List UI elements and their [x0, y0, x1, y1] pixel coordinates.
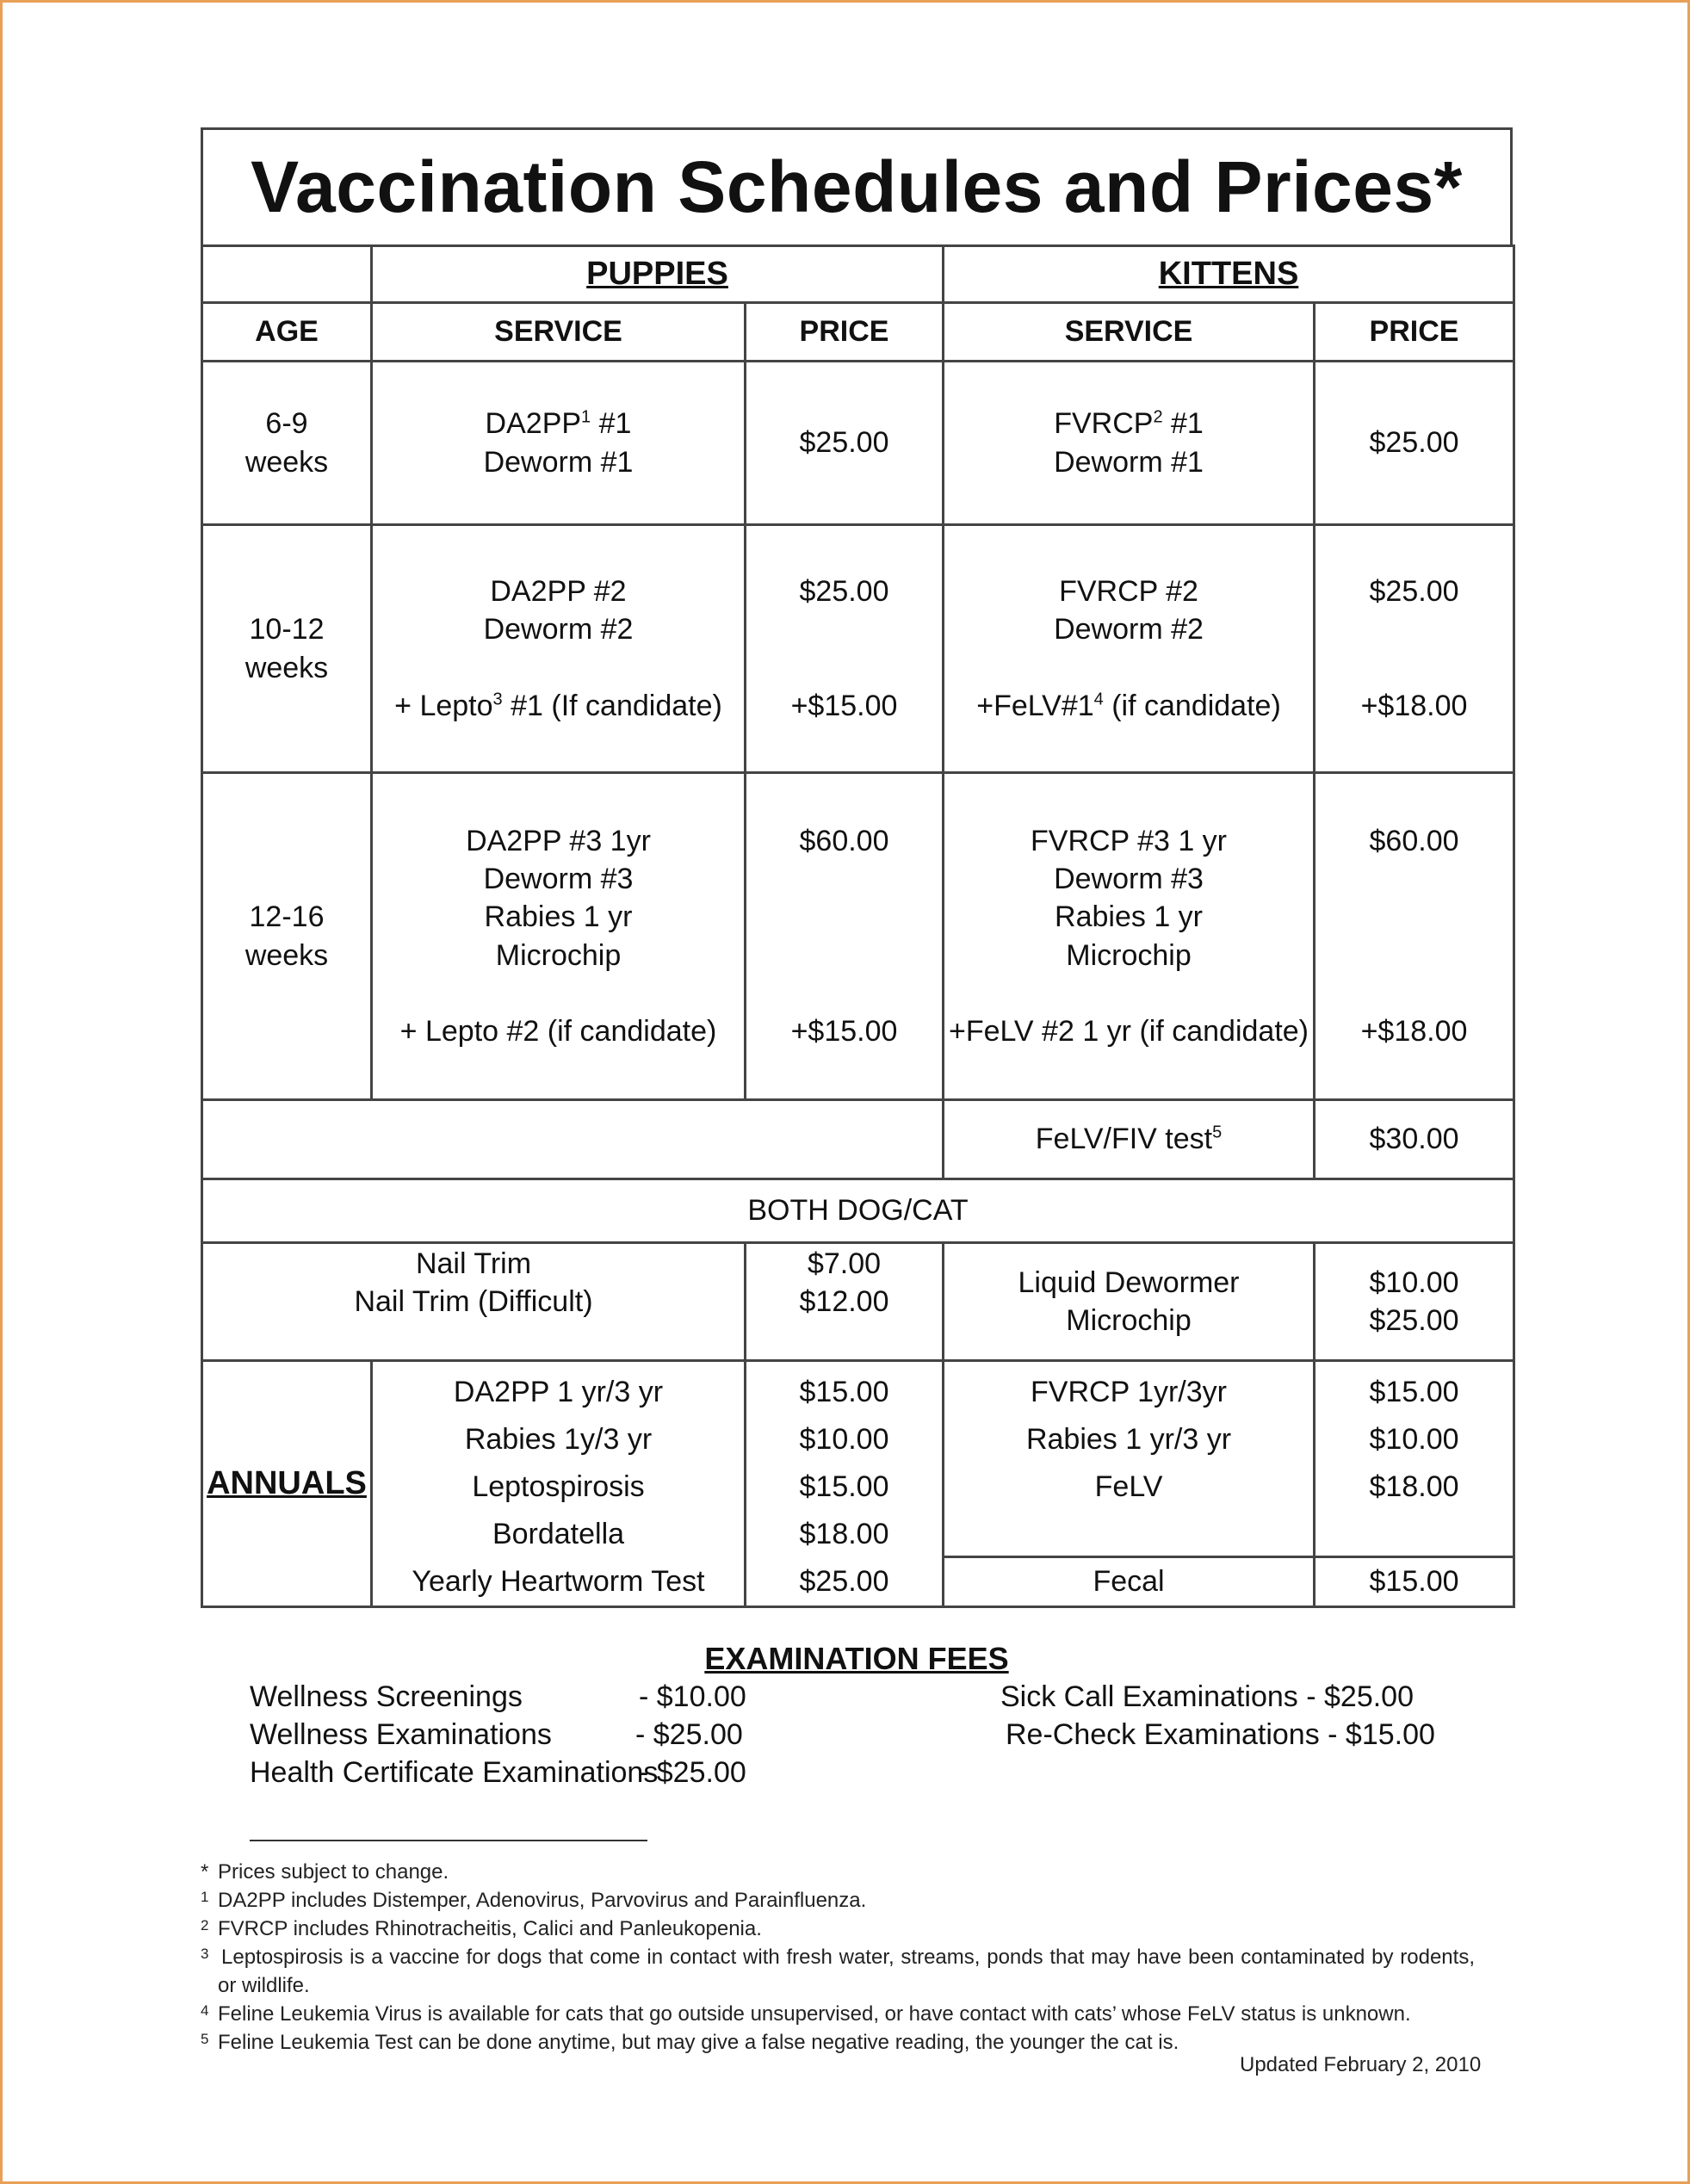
blank-cell [202, 1100, 944, 1179]
annuals-label: ANNUALS [202, 1361, 372, 1607]
schedule-table [201, 244, 1515, 1608]
kitten-service-header: SERVICE [944, 303, 1315, 362]
exam-price: - $25.00 [635, 1718, 743, 1751]
puppies-header: PUPPIES [372, 246, 944, 303]
footnote: * Prices subject to change. [201, 1860, 449, 1884]
both-right-items: Liquid Dewormer Microchip [944, 1243, 1315, 1361]
updated-date: Updated February 2, 2010 [1240, 2053, 1482, 2076]
kitten-price-cell: $25.00 [1315, 362, 1514, 525]
puppy-price-cell: $25.00 [746, 362, 944, 525]
fecal-label: Fecal [944, 1556, 1315, 1606]
footnote: 4 Feline Leukemia Virus is available for cats that go outside unsupervised, or have contact with cats’ whose FeLV status is unknown. [201, 2002, 1411, 2026]
puppy-service-cell: DA2PP #2 Deworm #2 + Lepto$^3$ #1 (If candidate) [372, 525, 746, 773]
table-row [202, 773, 1514, 1100]
kitten-service-cell: FVRCP #3 1 yr Deworm #3 Rabies 1 yr Microchip +FeLV #2 1 yr (if candidate) [944, 773, 1315, 1100]
both-right-prices: $10.00 $25.00 [1315, 1243, 1514, 1361]
age-cell: 6-9 weeks [202, 362, 372, 525]
kitten-service-cell: FVRCP #2 Deworm #2 $+FeLV\#1^4$ (if candidate) [944, 525, 1315, 773]
puppy-price-cell: $60.00 +$15.00 [746, 773, 944, 1100]
age-cell: 12-16 weeks [202, 773, 372, 1100]
exam-item: Re-Check Examinations - $15.00 [1006, 1718, 1435, 1751]
species-header-row [202, 246, 1514, 303]
schedule-sheet [201, 127, 1513, 1608]
annual-cat-items: FVRCP 1yr/3yr Rabies 1 yr/3 yr FeLV [944, 1361, 1315, 1557]
exam-item: Wellness Examinations [250, 1718, 552, 1751]
both-items-row [202, 1243, 1514, 1361]
exam-price: - $25.00 [639, 1756, 746, 1789]
blank-header-cell [202, 246, 372, 303]
fecal-price: $15.00 [1315, 1556, 1514, 1606]
puppy-service-header: SERVICE [372, 303, 746, 362]
puppy-price-header: PRICE [746, 303, 944, 362]
age-header: AGE [202, 303, 372, 362]
both-header-row [202, 1179, 1514, 1243]
annual-cat-prices: $15.00 $10.00 $18.00 [1315, 1361, 1514, 1557]
exam-price: - $10.00 [639, 1680, 746, 1713]
exam-item: Sick Call Examinations - $25.00 [1000, 1680, 1415, 1713]
footnote: 2 FVRCP includes Rhinotracheitis, Calici and Panleukopenia. [201, 1917, 762, 1940]
page-title: Vaccination Schedules and Prices* [251, 146, 1463, 227]
felv-test-price: $30.00 [1315, 1100, 1514, 1179]
title-box [201, 127, 1513, 244]
both-left-prices: $7.00 $12.00 [746, 1243, 944, 1361]
annuals-row [202, 1361, 1514, 1557]
felv-test-label: FeLV/FIV test$^5$ [944, 1100, 1315, 1179]
table-row [202, 525, 1514, 773]
annual-dog-items: DA2PP 1 yr/3 yr Rabies 1y/3 yr Leptospirosis Bordatella Yearly Heartworm Test [372, 1361, 746, 1607]
both-left-items: Nail Trim Nail Trim (Difficult) [202, 1243, 746, 1361]
kitten-price-cell: $60.00 +$18.00 [1315, 773, 1514, 1100]
kitten-price-header: PRICE [1315, 303, 1514, 362]
footnote-divider [250, 1840, 647, 1841]
exam-title: EXAMINATION FEES [704, 1641, 1009, 1676]
puppy-service-cell: DA2PP #3 1yr Deworm #3 Rabies 1 yr Microchip + Lepto #2 (if candidate) [372, 773, 746, 1100]
age-cell: 10-12 weeks [202, 525, 372, 773]
both-header: BOTH DOG/CAT [202, 1179, 1514, 1243]
footnote: 1 DA2PP includes Distemper, Adenovirus, Parvovirus and Parainfluenza. [201, 1889, 867, 1912]
footnote: 3 Leptospirosis is a vaccine for dogs that come in contact with fresh water, streams, ponds that may have been contaminated by rodents, or wildlife. [201, 1946, 1475, 1997]
felv-test-row [202, 1100, 1514, 1179]
exam-item: Health Certificate Examinations [250, 1756, 659, 1789]
column-header-row [202, 303, 1514, 362]
kitten-service-cell: FVRCP$^2$ #1 Deworm #1 [944, 362, 1315, 525]
exam-item: Wellness Screenings [250, 1680, 523, 1713]
puppy-price-cell: $25.00 +$15.00 [746, 525, 944, 773]
annual-dog-prices: $15.00 $10.00 $15.00 $18.00 $25.00 [746, 1361, 944, 1607]
examination-fees [201, 1641, 1513, 1677]
footnotes [201, 1858, 1492, 2057]
table-row [202, 362, 1514, 525]
kitten-price-cell: $25.00 +$18.00 [1315, 525, 1514, 773]
kittens-header: KITTENS [944, 246, 1514, 303]
footnote: 5 Feline Leukemia Test can be done anytime, but may give a false negative reading, the younger the cat is. [201, 2031, 1179, 2054]
puppy-service-cell: $DA2PP^1$ #1 Deworm #1 [372, 362, 746, 525]
